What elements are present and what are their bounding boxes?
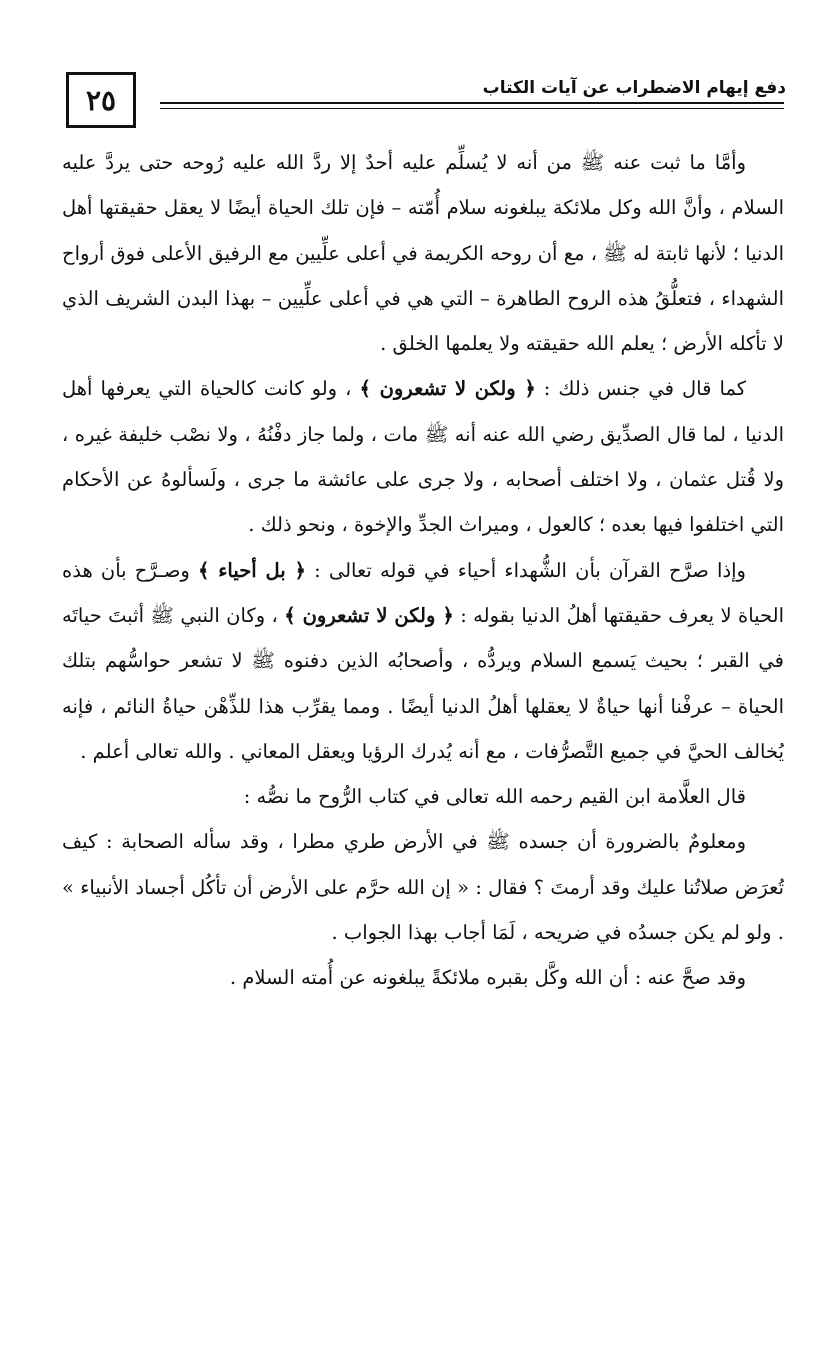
running-title: دفع إيهام الاضطراب عن آيات الكتاب — [482, 78, 786, 98]
page-number: ٢٥ — [85, 83, 117, 117]
header-rule-thick — [160, 102, 784, 104]
paragraph-text: وإذا صرَّح القرآن بأن الشُّهداء أحياء في قوله تعالى : — [305, 558, 746, 582]
paragraph-text: وصـرَّح بأن هذه الحياة لا يعرف حقيقتها أهلُ الدنيا بقوله : — [62, 558, 785, 627]
paragraph — [62, 548, 784, 774]
paragraph-text: وقد صحَّ عنه : أن الله وكَّل بقبره ملائكةً يبلغونه عن أُمته السلام . — [229, 966, 746, 990]
paragraph-text: ومعلومٌ بالضرورة أن جسده ﷺ في الأرض طري مطرا ، وقد سأله الصحابة : كيف تُعرَض صلاتُنا عليك وقد أرمتَ ؟ فقال : « إن الله حرَّم على الأرض أن تأكُل أجساد الأنبياء » . ولو لم يكن جسدُه في ضريحه ، لَمَا أجاب بهذا الجواب . — [62, 830, 784, 945]
paragraph-text: ، وكان النبي ﷺ أثبتَ حياتَه في القبر ؛ بحيث يَسمع السلام ويردُّه ، وأصحابُه الذين دفنوه ﷺ لا تشعر حواسُّهم بتلك الحياة – عرفْنا أنها حياةٌ لا يعقلها أهلُ الدنيا أيضًا . ومما يقرِّب هذا للذِّهْن حياةُ النائم ، فإنه يُخالف الحيَّ في جميع التَّصرُّفات ، مع أنه يُدرك الرؤيا ويعقل المعاني . والله تعالى أعلم . — [62, 603, 784, 763]
paragraph — [62, 955, 784, 1000]
quran-verse: ﴿ ولكن لا تشعرون ﴾ — [359, 377, 536, 401]
paragraph — [62, 819, 784, 955]
paragraph-text: وأمَّا ما ثبت عنه ﷺ من أنه لا يُسلِّم عليه أحدٌ إلا ردَّ الله عليه رُوحه حتى يردَّ عليه السلام ، وأنَّ الله وكل ملائكة يبلغونه سلام أُمّته – فإن تلك الحياة أيضًا لا يعقل حقيقتها أهل الدنيا ؛ لأنها ثابتة له ﷺ ، مع أن روحه الكريمة في أعلى علِّيين مع الرفيق الأعلى فوق أرواح الشهداء ، فتعلُّقُ هذه الروح الطاهرة – التي هي في أعلى علِّيين – بهذا البدن الشريف الذي لا تأكله الأرض ؛ يعلم الله حقيقته ولا يعلمها الخلق . — [62, 151, 784, 356]
header-rule-thin — [160, 108, 784, 109]
body-text — [62, 140, 784, 1001]
paragraph-text: ، ولو كانت كالحياة التي يعرفها أهل الدنيا ، لما قال الصدِّيق رضي الله عنه أنه ﷺ مات ، ولما جاز دفْنُهُ ، ولا نصْب خليفة غيره ، ولا قُتل عثمان ، ولا اختلف أصحابه ، ولا جرى على عائشة ما جرى ، ولَسألوهُ عن الأحكام التي اختلفوا فيها بعده ؛ كالعول ، وميراث الجدِّ والإخوة ، ونحو ذلك . — [62, 377, 784, 537]
paragraph-text: كما قال في جنس ذلك : — [535, 377, 746, 401]
paragraph — [62, 774, 784, 819]
quran-verse: ﴿ ولكن لا تشعرون ﴾ — [284, 603, 454, 627]
paragraph — [62, 140, 784, 366]
quran-verse: ﴿ بل أحياء ﴾ — [198, 558, 306, 582]
paragraph — [62, 366, 784, 547]
page-number-box — [66, 72, 136, 128]
paragraph-text: قال العلَّامة ابن القيم رحمه الله تعالى في كتاب الرُّوح ما نصُّه : — [243, 785, 746, 809]
